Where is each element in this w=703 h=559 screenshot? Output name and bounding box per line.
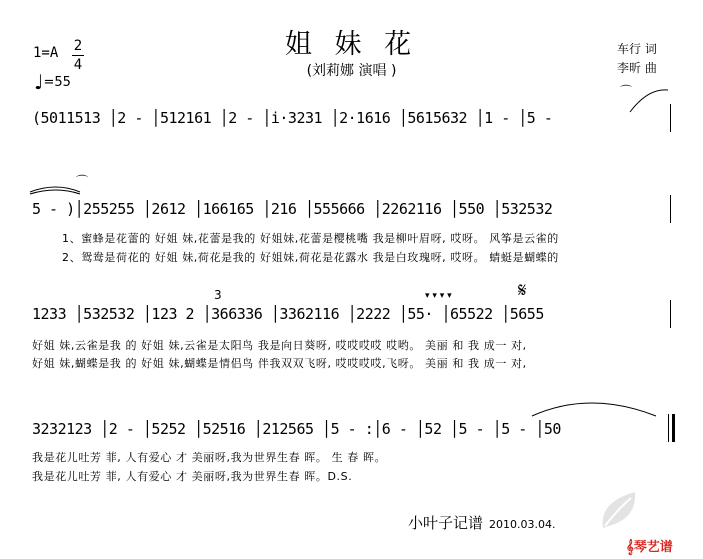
lyric-line-3-verse-2: 好姐 妹,蝴蝶是我 的 好姐 妹,蝴蝶是情侣鸟 伴我双双飞呀, 哎哎哎哎,飞呀。 美丽 和 我 成一 对, bbox=[32, 357, 527, 370]
meter-top: 2 bbox=[73, 38, 83, 54]
meter-bottom: 4 bbox=[73, 57, 83, 73]
lyric-line-2-verse-1: 1、蜜蜂是花蕾的 好姐 妹,花蕾是我的 好姐妹,花蕾是樱桃嘴 我是柳叶眉呀, 哎呀。 风筝是云雀的 bbox=[62, 232, 559, 245]
accent-marks: ▾ ▾ ▾ ▾ bbox=[425, 291, 452, 301]
leaf-logo-icon bbox=[595, 488, 645, 534]
credits bbox=[617, 40, 657, 78]
lyric-line-2-verse-2: 2、鸳鸯是荷花的 好姐 妹,荷花是我的 好姐妹,荷花是花露水 我是白玫瑰呀, 哎呀。 蜻蜓是蝴蝶的 bbox=[62, 251, 559, 264]
notation-line-2: 5 - )│255255 │2612 │166165 │216 │555666 │2262116 │550 │532532 bbox=[32, 200, 553, 218]
performer-subtitle: (刘莉娜 演唱 ) bbox=[306, 63, 397, 79]
key-signature: 1=A bbox=[33, 45, 59, 61]
lyric-line-3-verse-1: 好姐 妹,云雀是我 的 好姐 妹,云雀是太阳鸟 我是向日葵呀, 哎哎哎哎 哎哟。 美丽 和 我 成一 对, bbox=[32, 339, 527, 352]
lyricist-credit: 车行 词 bbox=[617, 42, 657, 56]
bar-line bbox=[670, 195, 671, 223]
tempo-value: =55 bbox=[43, 75, 71, 90]
time-signature bbox=[72, 38, 84, 73]
bar-line bbox=[670, 104, 671, 132]
tie-icon bbox=[28, 182, 83, 200]
notation-line-4: 3232123 │2 - │5252 │52516 │212565 │5 - :│6 - │52 │5 - │5 - │50 bbox=[32, 420, 561, 438]
quarter-note-icon: ♩ bbox=[34, 70, 44, 94]
fermata-icon: ⌒ bbox=[76, 174, 89, 188]
song-title: 姐 妹 花 bbox=[284, 29, 419, 60]
logo-text: 琴艺谱 bbox=[633, 540, 673, 555]
bar-line bbox=[670, 300, 671, 328]
final-bar-line-thick bbox=[672, 414, 675, 442]
notation-line-3: 1233 │532532 │123 2 │366336 │3362116 │2222 │55· │65522 │5655 bbox=[32, 305, 544, 323]
composer-credit: 李昕 曲 bbox=[617, 61, 657, 75]
tie-icon bbox=[530, 396, 660, 418]
lyric-line-4-verse-1: 我是花儿吐芳 菲, 人有爱心 才 美丽呀,我为世界生春 晖。 生 春 晖。 bbox=[32, 451, 387, 464]
slur-icon bbox=[628, 88, 670, 114]
final-bar-line bbox=[668, 414, 669, 442]
triplet-mark: 3 bbox=[214, 288, 222, 302]
tempo-marking bbox=[34, 70, 71, 94]
meter-divider bbox=[72, 55, 84, 56]
fermata-icon: ⌒ bbox=[620, 84, 633, 98]
notation-line-1: (5011513 │2 - │512161 │2 - │i·3231 │2·1616 │5615632 │1 - │5 - bbox=[32, 109, 553, 127]
site-logo[interactable] bbox=[626, 536, 673, 555]
lyric-line-4-verse-2: 我是花儿吐芳 菲, 人有爱心 才 美丽呀,我为世界生春 晖。D.S. bbox=[32, 470, 353, 483]
signature-text: 小叶子记谱 bbox=[408, 514, 484, 532]
logo-icon: 𝄞 bbox=[626, 540, 634, 555]
transcription-date: 2010.03.04. bbox=[489, 518, 556, 531]
transcriber-signature bbox=[408, 512, 556, 533]
segno-icon: 𝄋 bbox=[518, 278, 527, 302]
